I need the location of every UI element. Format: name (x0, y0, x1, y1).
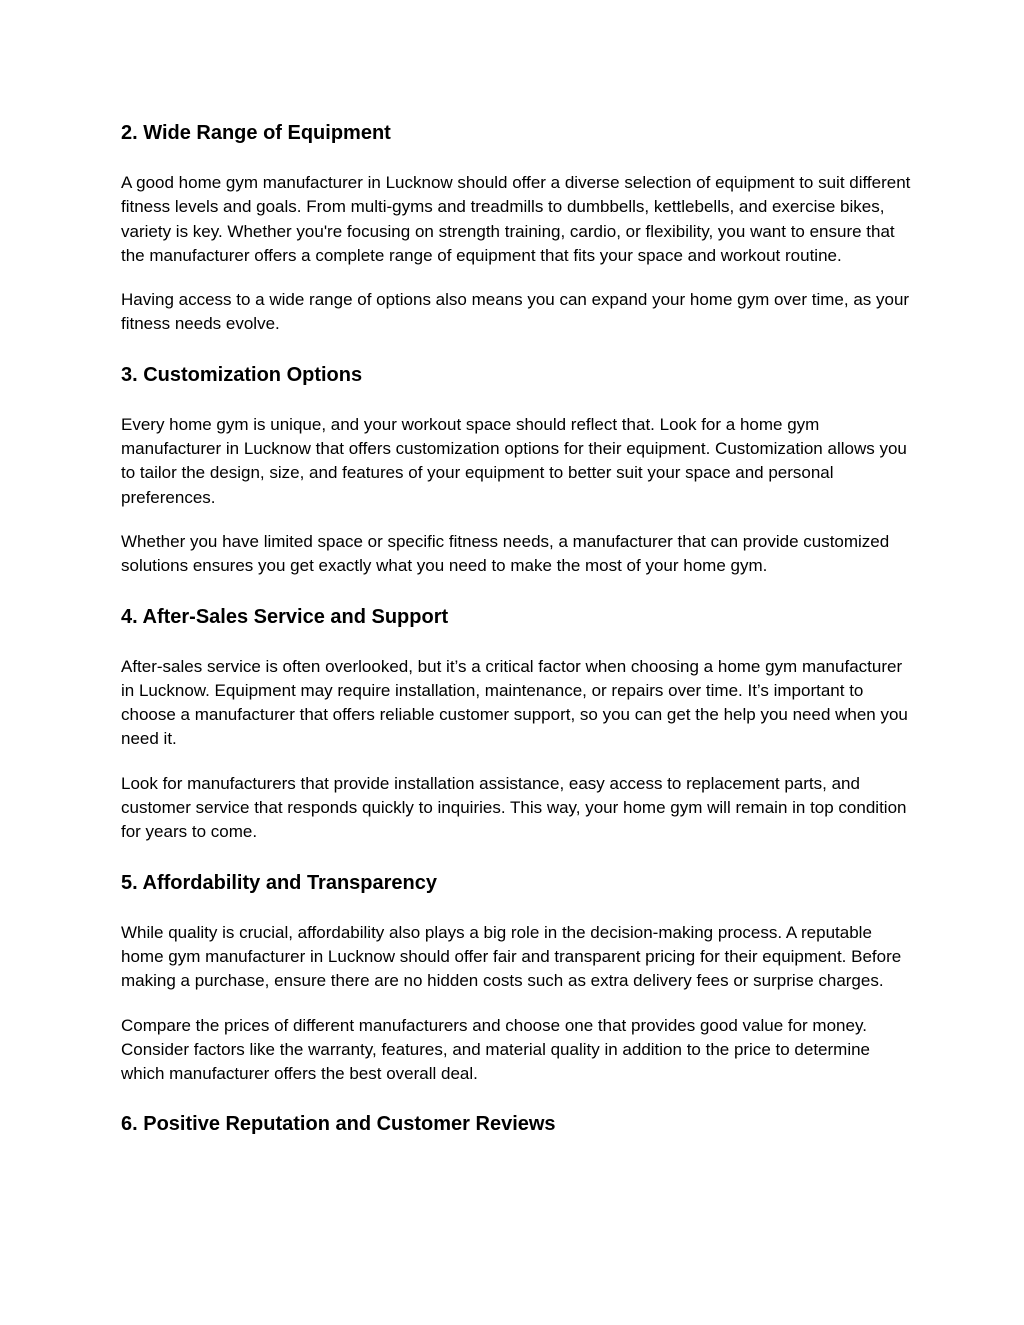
paragraph-after-sales-1: After-sales service is often overlooked, but it’s a critical factor when choosing a home gym manufacturer in Lucknow. Equipment may require installation, maintenance, or repairs over time. It’s important to choose a manufacturer that offers reliable customer support, so you can get the help you need when you need it. (121, 656, 908, 749)
section-heading-reputation: 6. Positive Reputation and Customer Reviews (121, 1113, 556, 1136)
paragraph-customization-2: Whether you have limited space or specific fitness needs, a manufacturer that can provide customized solutions ensures you get exactly what you need to make the most of your home gym. (121, 531, 890, 576)
paragraph-wide-range-1: A good home gym manufacturer in Lucknow should offer a diverse selection of equipment to suit different fitness levels and goals. From multi-gyms and treadmills to dumbbells, kettlebells, and exercise bikes, variety is key. Whether you're focusing on strength training, cardio, or flexibility, you want to ensure that the manufacturer offers a complete range of equipment that fits your space and workout routine. (121, 173, 911, 265)
paragraph-wide-range-2: Having access to a wide range of options also means you can expand your home gym over time, as your fitness needs evolve. (121, 290, 910, 334)
paragraph-customization-1: Every home gym is unique, and your workout space should reflect that. Look for a home gym manufacturer in Lucknow that offers customization options for their equipment. Customization allows you to tailor the design, size, and features of your equipment to better suit your space and personal preferences. (121, 414, 907, 507)
paragraph-affordability-2: Compare the prices of different manufacturers and choose one that provides good value for money. Consider factors like the warranty, features, and material quality in addition to the price to determine which manufacturer offers the best overall deal. (121, 1015, 871, 1084)
section-heading-customization: 3. Customization Options (121, 363, 363, 386)
section-heading-wide-range: 2. Wide Range of Equipment (121, 122, 391, 144)
section-heading-affordability: 5. Affordability and Transparency (121, 871, 438, 894)
paragraph-after-sales-2: Look for manufacturers that provide installation assistance, easy access to replacement parts, and customer service that responds quickly to inquiries. This way, your home gym will remain in top condition for years to come. (121, 773, 907, 842)
section-heading-after-sales: 4. After-Sales Service and Support (121, 605, 449, 628)
document-page (121, 117, 911, 1140)
paragraph-affordability-1: While quality is crucial, affordability also plays a big role in the decision-making process. A reputable home gym manufacturer in Lucknow should offer fair and transparent pricing for their equipment. Before making a purchase, ensure there are no hidden costs such as extra delivery fees or surprise charges. (121, 922, 902, 991)
